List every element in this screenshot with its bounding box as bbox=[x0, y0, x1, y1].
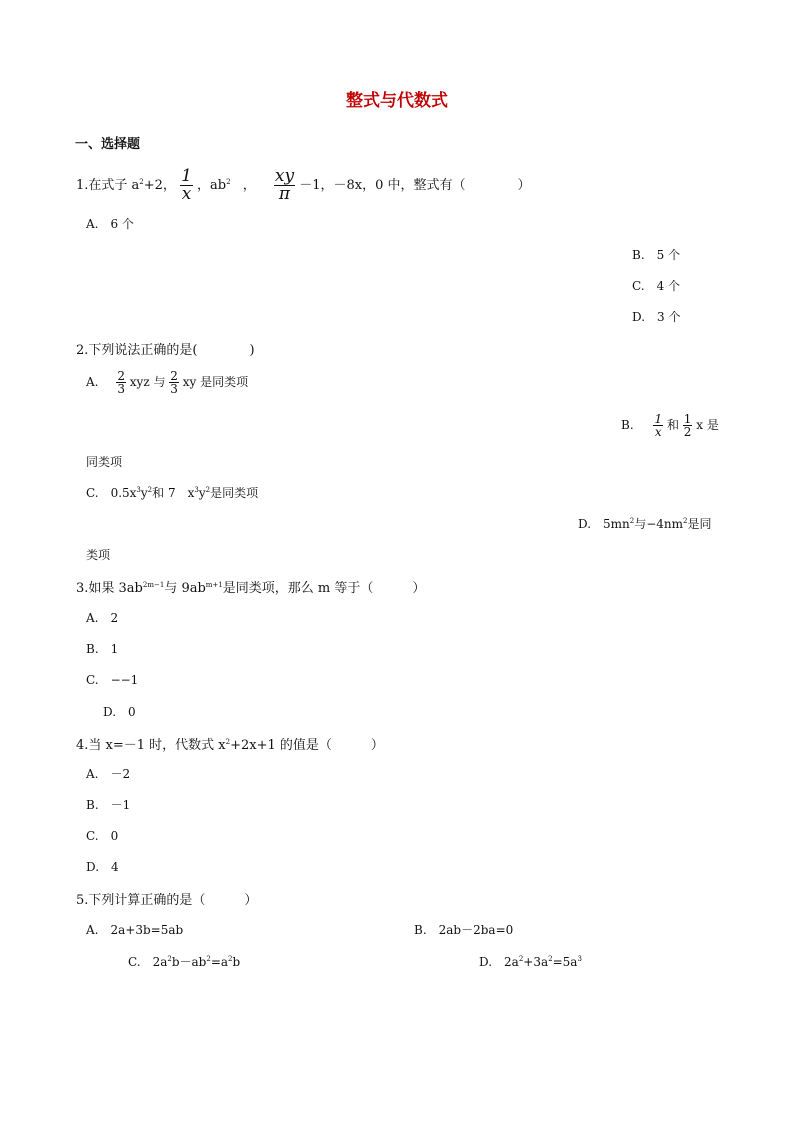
q2-option-b-wrap: 同类项 bbox=[86, 455, 123, 469]
q2-option-b[interactable]: B. $\frac{1}{x}$ 和 $\frac{1}{2}$ x 是 bbox=[621, 412, 719, 439]
section-heading: 一、选择题 bbox=[75, 137, 141, 152]
fraction-1-over-x: $\frac{1}{x}$ bbox=[654, 412, 663, 439]
question-3-stem: 3.如果 $3ab^{2m-1}$与 $9ab^{m+1}$是同类项，那么 m 等于（ ） bbox=[76, 581, 426, 596]
q2-option-d-wrap: 类项 bbox=[86, 548, 111, 562]
q2-option-a[interactable]: A. $\frac{2}{3}$ xyz 与 $\frac{2}{3}$ xy 是同类项 bbox=[86, 369, 249, 396]
q2-option-c[interactable]: C. $0.5x^3y^2$和 7 $x^3y^2$是同类项 bbox=[86, 486, 259, 500]
q3-option-d[interactable]: D. 0 bbox=[103, 705, 136, 719]
fraction-two-thirds: $\frac{2}{3}$ bbox=[117, 369, 125, 396]
fraction-one-half: $\frac{1}{2}$ bbox=[683, 412, 692, 439]
q3-option-b[interactable]: B. 1 bbox=[86, 642, 119, 656]
fraction-two-thirds: $\frac{2}{3}$ bbox=[170, 369, 178, 396]
q1-option-b[interactable]: B. 5 个 bbox=[632, 248, 681, 262]
q5-option-c[interactable]: C. $2a^2b-ab^2=a^2b$ bbox=[128, 955, 241, 969]
q1-option-a[interactable]: A. 6 个 bbox=[86, 217, 134, 231]
question-5-stem: 5.下列计算正确的是（ ） bbox=[76, 893, 258, 908]
fraction-xy-over-pi: $\frac{xy}{\pi}$ bbox=[274, 166, 295, 204]
page-title: 整式与代数式 bbox=[346, 91, 448, 111]
q5-option-a[interactable]: A. 2a+3b=5ab bbox=[86, 923, 184, 937]
q4-option-a[interactable]: A. －2 bbox=[86, 767, 131, 781]
q1-option-c[interactable]: C. 4 个 bbox=[632, 279, 681, 293]
question-1-stem: 1.在式子 $a^2+2$， $\frac{1}{x}$ ，$ab^2$ ， $\frac{xy}{\pi}$ －1，－8x，0 中，整式有（ ） bbox=[76, 166, 531, 204]
q1-option-d[interactable]: D. 3 个 bbox=[632, 310, 681, 324]
q4-option-b[interactable]: B. －1 bbox=[86, 798, 131, 812]
q3-option-c[interactable]: C. −−1 bbox=[86, 673, 139, 687]
q2-option-d[interactable]: D. $5mn^2$与$-4nm^2$是同 bbox=[578, 517, 712, 531]
q5-option-b[interactable]: B. 2ab－2ba=0 bbox=[414, 923, 514, 937]
question-4-stem: 4.当 x=－1 时，代数式 $x^2+2x+1$ 的值是（ ） bbox=[76, 738, 384, 753]
q4-option-d[interactable]: D. 4 bbox=[86, 860, 119, 874]
q5-option-d[interactable]: D. $2a^2+3a^2=5a^3$ bbox=[479, 955, 582, 969]
q3-option-a[interactable]: A. 2 bbox=[86, 611, 119, 625]
q4-option-c[interactable]: C. 0 bbox=[86, 829, 119, 843]
question-2-stem: 2.下列说法正确的是( ) bbox=[76, 343, 255, 358]
fraction-1-over-x: $\frac{1}{x}$ bbox=[181, 166, 192, 204]
